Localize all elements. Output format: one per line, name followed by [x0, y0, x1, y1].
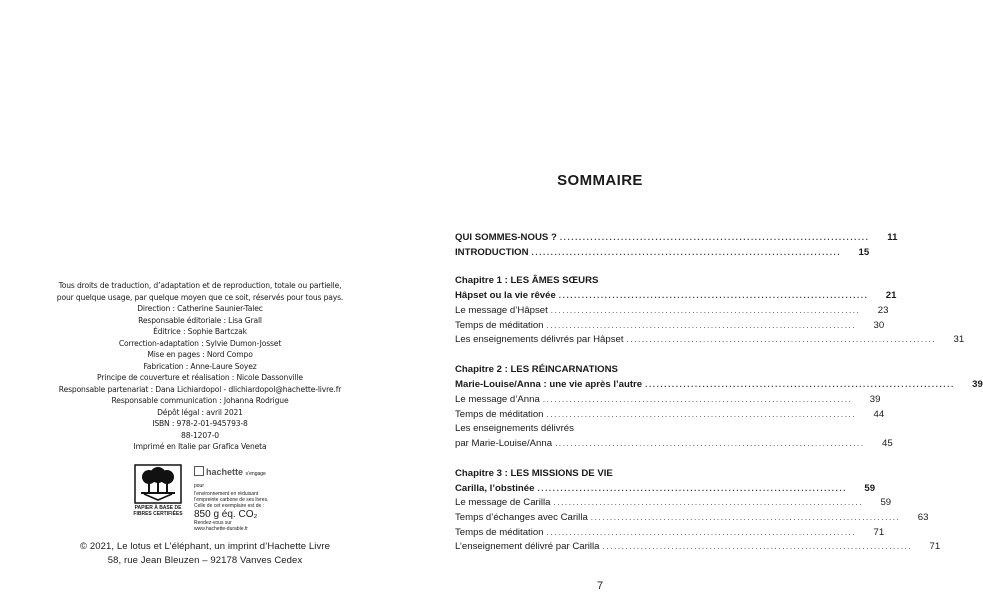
toc-entry[interactable]	[455, 541, 941, 556]
leader-dots: .................................................................................	[645, 380, 955, 390]
toc-entry-label: Le message d’Hâpset	[455, 305, 548, 317]
co2-value: 850 g éq. CO₂	[194, 509, 258, 520]
leader-dots: .................................................................................	[542, 394, 853, 404]
credit-line: Imprimé en Italie par Grafica Veneta	[133, 442, 267, 451]
leader-dots: .................................................................................	[558, 291, 869, 301]
credit-line: Responsable éditoriale : Lisa Grall	[138, 315, 262, 325]
hachette-text: l’empreinte carbone de ses livres.	[194, 497, 269, 503]
leader-dots: .................................................................................	[555, 438, 865, 448]
toc-entry-label: Temps de méditation	[455, 408, 544, 420]
toc-entry-label: Le message de Carilla	[455, 497, 551, 509]
hachette-logo-icon	[194, 466, 204, 476]
toc-entry[interactable]	[455, 526, 885, 542]
toc-entry-page: 71	[929, 541, 941, 553]
toc-entry-label: par Marie-Louise/Anna	[455, 437, 553, 449]
toc-entry[interactable]	[455, 423, 745, 438]
credit-line: Mise en pages : Nord Compo	[147, 350, 253, 359]
toc-entry-label: Temps de méditation	[455, 526, 544, 538]
toc-title: SOMMAIRE	[557, 172, 643, 189]
hachette-brand-text: hachette	[206, 467, 244, 477]
toc-entry[interactable]	[455, 379, 983, 394]
toc-entry[interactable]	[455, 497, 892, 512]
toc-entry-page: 39	[972, 379, 983, 391]
copyright-block	[40, 540, 370, 568]
toc-entry-page: 31	[953, 334, 965, 346]
right-page	[400, 0, 983, 610]
fsc-label-line: PAPIER À BASE DE	[134, 505, 182, 511]
rights-line: Tous droits de traduction, d’adaptation et de reproduction, totale ou partielle,	[58, 281, 342, 290]
left-page	[0, 0, 400, 610]
credit-line: Éditrice : Sophie Bartczak	[153, 327, 247, 336]
leader-dots: .................................................................................	[537, 483, 848, 493]
toc-entry[interactable]	[455, 232, 898, 247]
toc-entry-label: Les enseignements délivrés	[455, 423, 574, 435]
fsc-label-line: FIBRES CERTIFIÉES	[133, 511, 183, 517]
toc-entry-label: QUI SOMMES-NOUS ?	[455, 232, 557, 243]
credit-line: Responsable partenariat : Dana Lichiardopol - dlichiardopol@hachette-livre.fr	[58, 384, 342, 394]
toc-entry-page: 15	[858, 246, 870, 258]
toc-entry-label: L’enseignement délivré par Carilla	[455, 541, 600, 553]
toc-entry-page: 21	[885, 290, 897, 302]
credit-line: Dépôt légal : avril 2021	[157, 407, 243, 417]
leader-dots: .................................................................................	[590, 512, 901, 522]
toc-entry-label: Temps de méditation	[455, 319, 544, 331]
credit-line: Correction-adaptation : Sylvie Dumon-Josset	[118, 338, 282, 348]
table-of-contents	[455, 232, 983, 556]
toc-entry-label: Carilla, l’obstinée	[455, 482, 535, 494]
eco-logos	[132, 464, 272, 532]
credit-line: ISBN : 978-2-01-945793-8	[152, 419, 248, 428]
credit-line: Responsable communication : Johanna Rodrigue	[111, 396, 289, 405]
credit-line: 88-1207-0	[181, 430, 219, 440]
chapter-heading: Chapitre 3 : LES MISSIONS DE VIE	[455, 467, 613, 479]
leader-dots: .................................................................................	[602, 542, 913, 552]
leader-dots: .................................................................................	[550, 306, 861, 316]
toc-entry-label: Marie-Louise/Anna : une vie après l’autre	[455, 379, 643, 391]
hachette-eco-label	[194, 466, 274, 532]
toc-entry[interactable]	[455, 334, 965, 349]
toc-entry-page: 71	[873, 526, 885, 538]
address-line: 58, rue Jean Bleuzen – 92178 Vanves Cedex	[107, 555, 303, 566]
toc-entry-label: INTRODUCTION	[455, 246, 529, 258]
toc-entry[interactable]	[455, 290, 897, 305]
chapter-heading: Chapitre 2 : LES RÉINCARNATIONS	[455, 364, 618, 376]
toc-entry[interactable]	[455, 482, 876, 498]
toc-entry[interactable]	[455, 393, 881, 409]
fsc-label	[132, 505, 184, 517]
toc-entry[interactable]	[455, 319, 885, 335]
toc-entry-page: 45	[882, 437, 893, 449]
toc-entry-page: 44	[873, 408, 885, 420]
leader-dots: .................................................................................	[553, 498, 864, 508]
toc-entry[interactable]	[455, 305, 889, 320]
credit-line: Fabrication : Anne-Laure Soyez	[143, 361, 257, 371]
leader-dots: .................................................................................	[559, 233, 870, 242]
hachette-url: www.hachette-durable.fr	[194, 526, 248, 532]
toc-entry-label: Hâpset ou la vie rêvée	[455, 290, 556, 302]
toc-entry-label: Les enseignements délivrés par Hâpset	[455, 334, 624, 346]
leader-dots: .................................................................................	[546, 527, 857, 537]
toc-entry-label: Le message d’Anna	[455, 393, 540, 405]
copyright-line: © 2021, Le lotus et L’éléphant, un imprint d’Hachette Livre	[79, 541, 331, 552]
credit-line: Principe de couverture et réalisation : Nicole Dassonville	[97, 373, 303, 382]
hachette-text: Celle de cet exemplaire est de :	[194, 503, 265, 509]
leader-dots: .................................................................................	[626, 335, 937, 345]
leader-dots: .................................................................................	[531, 247, 842, 257]
credits-block	[40, 280, 360, 453]
toc-entry-page: 30	[873, 319, 885, 331]
toc-entry-page: 23	[877, 305, 889, 317]
toc-entry-page: 11	[887, 232, 898, 243]
toc-entry-page: 39	[869, 393, 881, 405]
leader-dots: .................................................................................	[546, 320, 857, 330]
hachette-text: l’environnement en réduisant	[194, 491, 259, 497]
chapter-heading: Chapitre 1 : LES ÂMES SŒURS	[455, 275, 599, 287]
toc-entry[interactable]	[455, 408, 885, 424]
trees-icon	[134, 464, 182, 504]
toc-entry[interactable]	[455, 246, 870, 262]
toc-entry[interactable]	[455, 511, 929, 527]
fsc-logo	[132, 464, 184, 522]
toc-entry[interactable]	[455, 437, 893, 453]
toc-entry-page: 63	[917, 511, 929, 523]
page-number: 7	[596, 580, 604, 592]
hachette-text: Rendez-vous sur	[194, 520, 232, 526]
hachette-brand	[194, 466, 274, 491]
hachette-text: s’engage pour	[194, 471, 266, 489]
leader-dots: .................................................................................	[546, 409, 857, 419]
toc-entry-label: Temps d’échanges avec Carilla	[455, 511, 588, 523]
credit-line: Direction : Catherine Saunier-Talec	[137, 304, 263, 313]
toc-entry-page: 59	[880, 497, 892, 509]
toc-entry-page: 59	[864, 482, 876, 494]
rights-line: pour quelque usage, par quelque moyen que ce soit, réservés pour tous pays.	[56, 292, 344, 302]
